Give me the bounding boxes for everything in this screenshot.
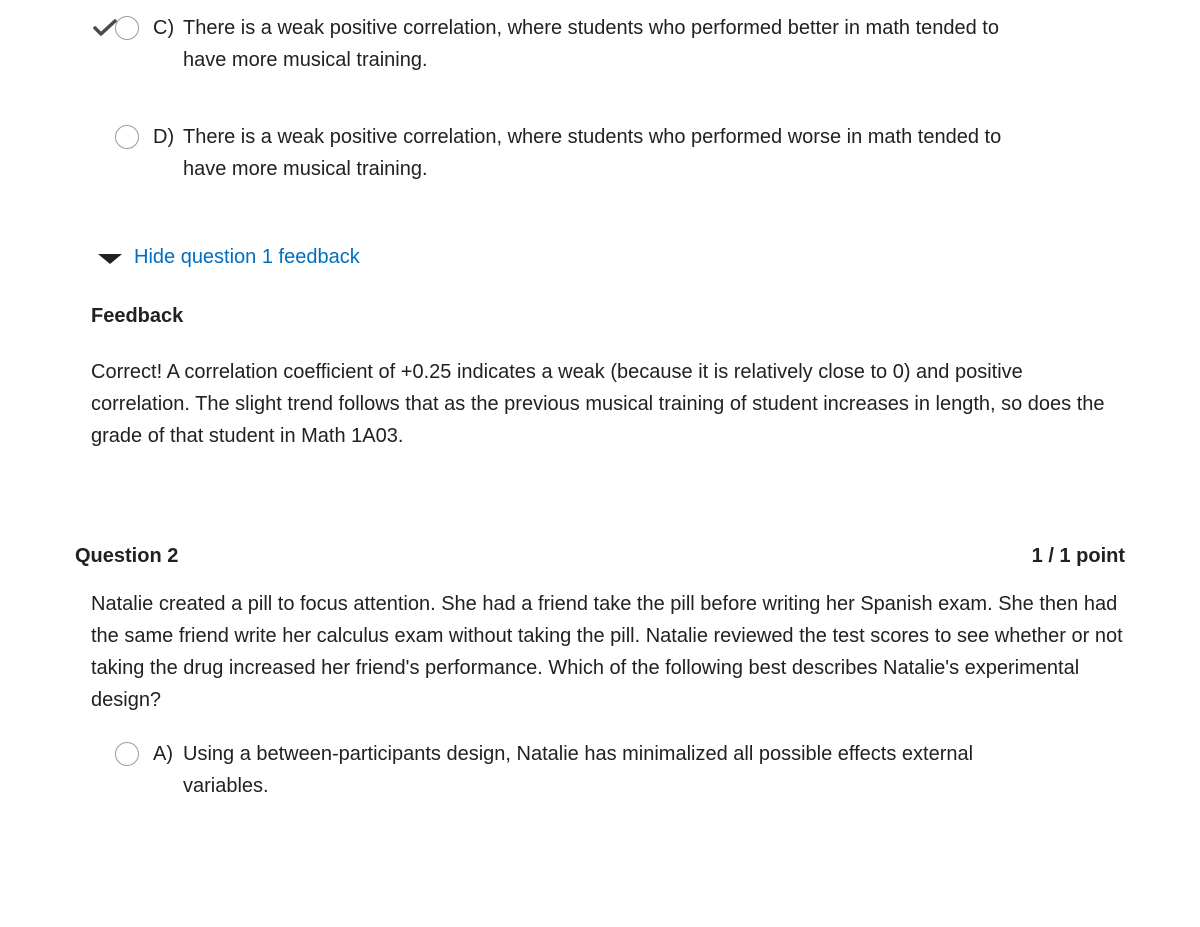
checkmark-icon [93, 18, 117, 38]
feedback-text: Correct! A correlation coefficient of +0.25 indicates a weak (because it is relatively close to 0) and positive correlation. The slight trend follows that as the previous musical training of student increases in length, so does the grade of that student in Math 1A03. [91, 361, 1105, 447]
option-text-line2: have more musical training. [183, 158, 428, 180]
q1-option-c-radio[interactable] [115, 16, 139, 40]
question-score: 1 / 1 point [1031, 545, 1125, 567]
caret-down-icon [98, 254, 122, 264]
option-text-line1: There is a weak positive correlation, where students who performed worse in math tended to [183, 126, 1002, 148]
option-text-line1: There is a weak positive correlation, where students who performed better in math tended to [183, 17, 999, 39]
q1-option-c-text [153, 12, 1113, 76]
option-text-line1: Using a between-participants design, Natalie has minimalized all possible effects external [183, 743, 974, 765]
q1-option-d-text [153, 121, 1113, 185]
question-title: Question 2 [75, 545, 179, 567]
question-2-header [75, 545, 1125, 568]
hide-feedback-toggle[interactable] [98, 246, 360, 269]
option-letter: A) [153, 743, 173, 765]
option-text-line2: have more musical training. [183, 49, 428, 71]
option-letter: C) [153, 17, 175, 39]
q1-option-d-radio[interactable] [115, 125, 139, 149]
option-text-line2: variables. [183, 775, 269, 797]
option-letter: D) [153, 126, 175, 148]
question-2-prompt: Natalie created a pill to focus attention. She had a friend take the pill before writing her Spanish exam. She then had the same friend write her calculus exam without taking the pill. Natalie reviewed the test scores to see whether or not taking the drug increased her friend's performance. Which of the following best describes Natalie's experimental design? [91, 593, 1123, 711]
feedback-heading: Feedback [91, 305, 184, 327]
hide-feedback-link[interactable]: Hide question 1 feedback [134, 246, 360, 268]
q2-option-a-radio[interactable] [115, 742, 139, 766]
q2-option-a-text [153, 738, 1113, 802]
